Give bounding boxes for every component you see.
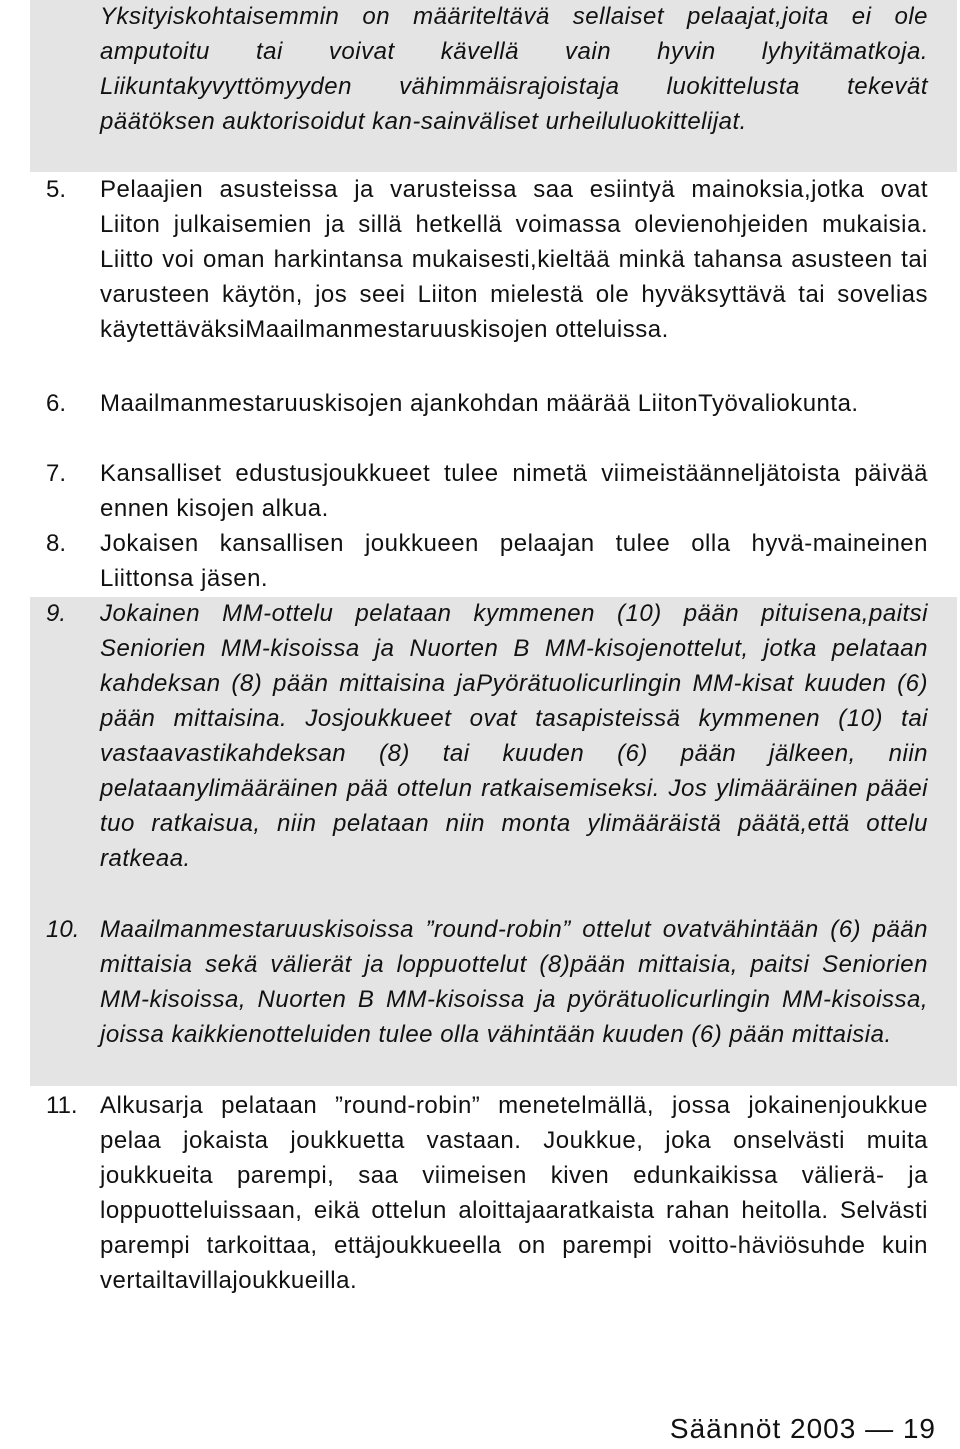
text-line: kieltää minkä tahansa asusteen tai varusteen käytön, jos se bbox=[100, 246, 928, 308]
rule-item-10 bbox=[46, 912, 928, 1052]
text-line: joukkueilla. bbox=[232, 1267, 358, 1294]
item-number: 6. bbox=[46, 390, 67, 417]
item-number: 10. bbox=[46, 916, 80, 943]
rule-item-7 bbox=[46, 456, 928, 526]
item-text bbox=[100, 596, 928, 876]
item-text bbox=[100, 172, 928, 347]
text-line: Maailmanmestaruuskisoissa ”round-robin” ottelut ovat bbox=[100, 916, 711, 943]
rule-item-5 bbox=[46, 172, 928, 347]
text-line: pään mittaisia, paitsi Seniorien MM-kisoissa, Nuorten B MM- bbox=[100, 951, 928, 1013]
text-line: Pelaajien asusteissa ja varusteissa saa esiintyä mainoksia, bbox=[100, 176, 812, 203]
text-line: neljätoista päivää ennen kisojen alkua. bbox=[100, 460, 928, 522]
item-text bbox=[100, 456, 928, 526]
item-text bbox=[100, 1088, 928, 1298]
text-line: Jokaisen kansallisen joukkueen pelaajan tulee olla hyvä- bbox=[100, 530, 813, 557]
text-line: joita ei ole amputoitu tai voivat kävellä vain hyvin lyhyitä bbox=[100, 3, 928, 65]
text-line: Alkusarja pelataan ”round-robin” menetelmällä, jossa jokainen bbox=[100, 1092, 842, 1119]
text-line: Pyörätuolicurlingin MM-kisat kuuden (6) pään mittaisina. Jos bbox=[100, 670, 929, 732]
text-line: ei Liiton mielestä ole hyväksyttävä tai sovelias käytettäväksi bbox=[100, 281, 928, 343]
text-line: kahdeksan (8) tai kuuden (6) pään jälkeen, niin pelataan bbox=[100, 740, 928, 802]
text-line: Maailmanmestaruuskisojen otteluissa. bbox=[245, 316, 669, 343]
item-text bbox=[100, 526, 928, 596]
paragraph-continuation bbox=[46, 0, 928, 139]
text-line: otteluiden tulee olla vähintään kuuden (6) pään mittaisia. bbox=[262, 1021, 892, 1048]
text-line: selvästi muita joukkueita parempi, saa viimeisen kiven edun bbox=[100, 1127, 928, 1189]
rule-item-11 bbox=[46, 1088, 928, 1298]
item-number: 7. bbox=[46, 460, 67, 487]
item-text bbox=[100, 912, 928, 1052]
item-text bbox=[100, 0, 928, 139]
text-line: ei tuo ratkaisua, niin pelataan niin monta ylimääräistä päätä, bbox=[100, 775, 928, 837]
text-line: että ottelu ratkeaa. bbox=[100, 810, 928, 872]
text-line: ratkaista rahan heitolla. Selvästi parempi tarkoittaa, että bbox=[100, 1197, 928, 1259]
rule-item-9 bbox=[46, 596, 928, 876]
item-number: 8. bbox=[46, 530, 67, 557]
item-number: 9. bbox=[46, 600, 67, 627]
rule-item-8 bbox=[46, 526, 928, 596]
text-line: matkoja. Liikuntakyvyttömyyden vähimmäisrajoista bbox=[100, 38, 928, 100]
text-line: ohjeiden mukaisia. Liitto voi oman harkintansa mukaisesti, bbox=[100, 211, 928, 273]
text-line: Yksityiskohtaisemmin on määriteltävä sellaiset pelaajat, bbox=[100, 3, 783, 30]
item-number: 5. bbox=[46, 176, 67, 203]
text-line: ottelut, jotka pelataan kahdeksan (8) pään mittaisina ja bbox=[100, 635, 928, 697]
item-number: 11. bbox=[46, 1092, 78, 1119]
text-line: paitsi Seniorien MM-kisoissa ja Nuorten B MM-kisojen bbox=[100, 600, 928, 662]
text-line: Työvaliokunta. bbox=[698, 390, 859, 417]
text-line: kisoissa ja pyörätuolicurlingin MM-kisoissa, joissa kaikkien bbox=[100, 986, 928, 1048]
text-line: Jokainen MM-ottelu pelataan kymmenen (10) pään pituisena, bbox=[100, 600, 869, 627]
text-line: Maailmanmestaruuskisojen ajankohdan määrää Liiton bbox=[100, 390, 699, 417]
text-line: joukkueet ovat tasapisteissä kymmenen (10) tai vastaavasti bbox=[100, 705, 928, 767]
text-line: ja luokittelusta tekevät päätöksen auktorisoidut kan- bbox=[100, 73, 928, 135]
text-line: joukkueella on parempi voitto-häviösuhde kuin vertailtavilla bbox=[100, 1232, 928, 1294]
text-line: jotka ovat Liiton julkaisemien ja sillä hetkellä voimassa olevien bbox=[100, 176, 928, 238]
text-line: kaikissa välierä- ja loppuotteluissaan, eikä ottelun aloittajaa bbox=[100, 1162, 928, 1224]
text-line: Kansalliset edustusjoukkueet tulee nimetä viimeistään bbox=[100, 460, 727, 487]
page-footer: Säännöt 2003 — 19 bbox=[669, 1413, 936, 1444]
text-line: sainväliset urheiluluokittelijat. bbox=[420, 108, 747, 135]
text-line: vähintään (6) pään mittaisia sekä välierät ja loppuottelut (8) bbox=[100, 916, 928, 978]
item-text bbox=[100, 386, 928, 421]
text-line: maineinen Liittonsa jäsen. bbox=[100, 530, 928, 592]
text-line: ylimääräinen pää ottelun ratkaisemiseksi. Jos ylimääräinen pää bbox=[196, 775, 909, 802]
rule-item-6 bbox=[46, 386, 928, 421]
text-line: joukkue pelaa jokaista joukkuetta vastaan. Joukkue, joka on bbox=[100, 1092, 928, 1154]
